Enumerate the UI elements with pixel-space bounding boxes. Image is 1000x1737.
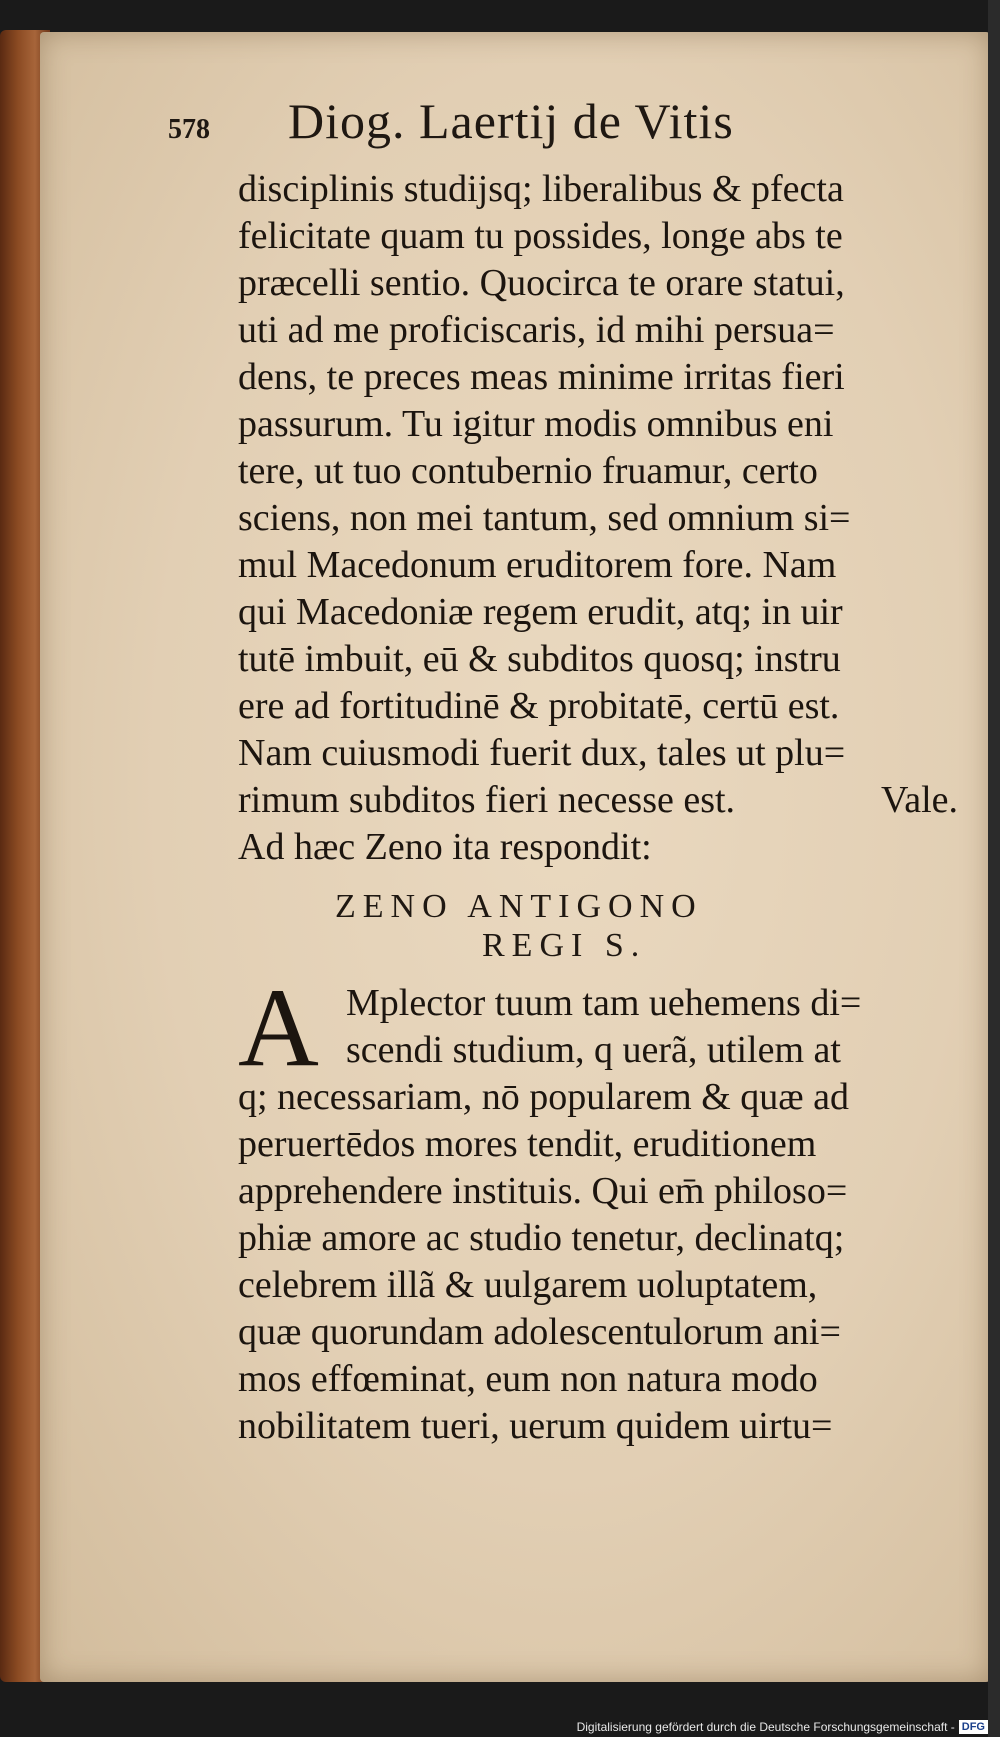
page-number: 578 [168,114,210,145]
text-line: q; necessariam, nō popularem & quæ ad [238,1076,850,1118]
text-line: scendi studium, q uerã, utilem at [346,1029,841,1071]
text-line: tere, ut tuo contubernio fruamur, certo [238,450,818,492]
text-line-with-vale [238,777,958,824]
body-text [238,166,958,871]
drop-cap: A [238,966,319,1090]
text-line: apprehendere instituis. Qui em̄ philoso= [238,1170,848,1212]
text-line: ere ad fortitudinē & probitatē, certū est. [238,685,840,727]
text-line: peruertēdos mores tendit, eruditionem [238,1123,817,1165]
text-line: mos effœminat, eum non natura modo [238,1358,818,1400]
text-line: qui Macedoniæ regem erudit, atq; in uir [238,591,843,633]
text-line: Mplector tuum tam uehemens di= [346,982,862,1024]
text-line: uti ad me proficiscaris, id mihi persua= [238,309,835,351]
text-line: felicitate quam tu possides, longe abs te [238,215,843,257]
transition-line: Ad hæc Zeno ita respondit: [238,826,652,868]
dfg-logo: DFG [959,1720,988,1734]
vale-closing: Vale. [880,779,958,821]
text-line: sciens, non mei tantum, sed omnium si= [238,497,851,539]
text-line: phiæ amore ac studio tenetur, declinatq; [238,1217,845,1259]
running-head [168,92,928,162]
scan-edge-strip [988,0,1000,1737]
digitization-credit [576,1718,988,1736]
text-line: Nam cuiusmodi fuerit dux, tales ut plu= [238,732,846,774]
credit-text: Digitalisierung gefördert durch die Deutsche Forschungsgemeinschaft - [576,1720,955,1734]
text-line: celebrem illã & uulgarem uoluptatem, [238,1264,818,1306]
text-line: quæ quorundam adolescentulorum ani= [238,1311,841,1353]
text-line: nobilitatem tueri, uerum quidem uirtu= [238,1405,833,1447]
text-line: dens, te preces meas minime irritas fieri [238,356,845,398]
text-line: mul Macedonum eruditorem fore. Nam [238,544,837,586]
text-line: rimum subditos fieri necesse est. [238,779,736,821]
letter-text [238,966,958,1450]
text-line: disciplinis studijsq; liberalibus & pfecta [238,168,844,210]
text-line: passurum. Tu igitur modis omnibus eni [238,403,834,445]
letter-heading-line1: ZENO ANTIGONO [335,888,703,925]
letter-heading-line2: REGI S. [482,927,647,964]
running-head-title: Diog. Laertij de Vitis [288,93,734,149]
text-line: tutē imbuit, eū & subditos quosq; instru [238,638,841,680]
text-line: præcelli sentio. Quocirca te orare statui, [238,262,845,304]
